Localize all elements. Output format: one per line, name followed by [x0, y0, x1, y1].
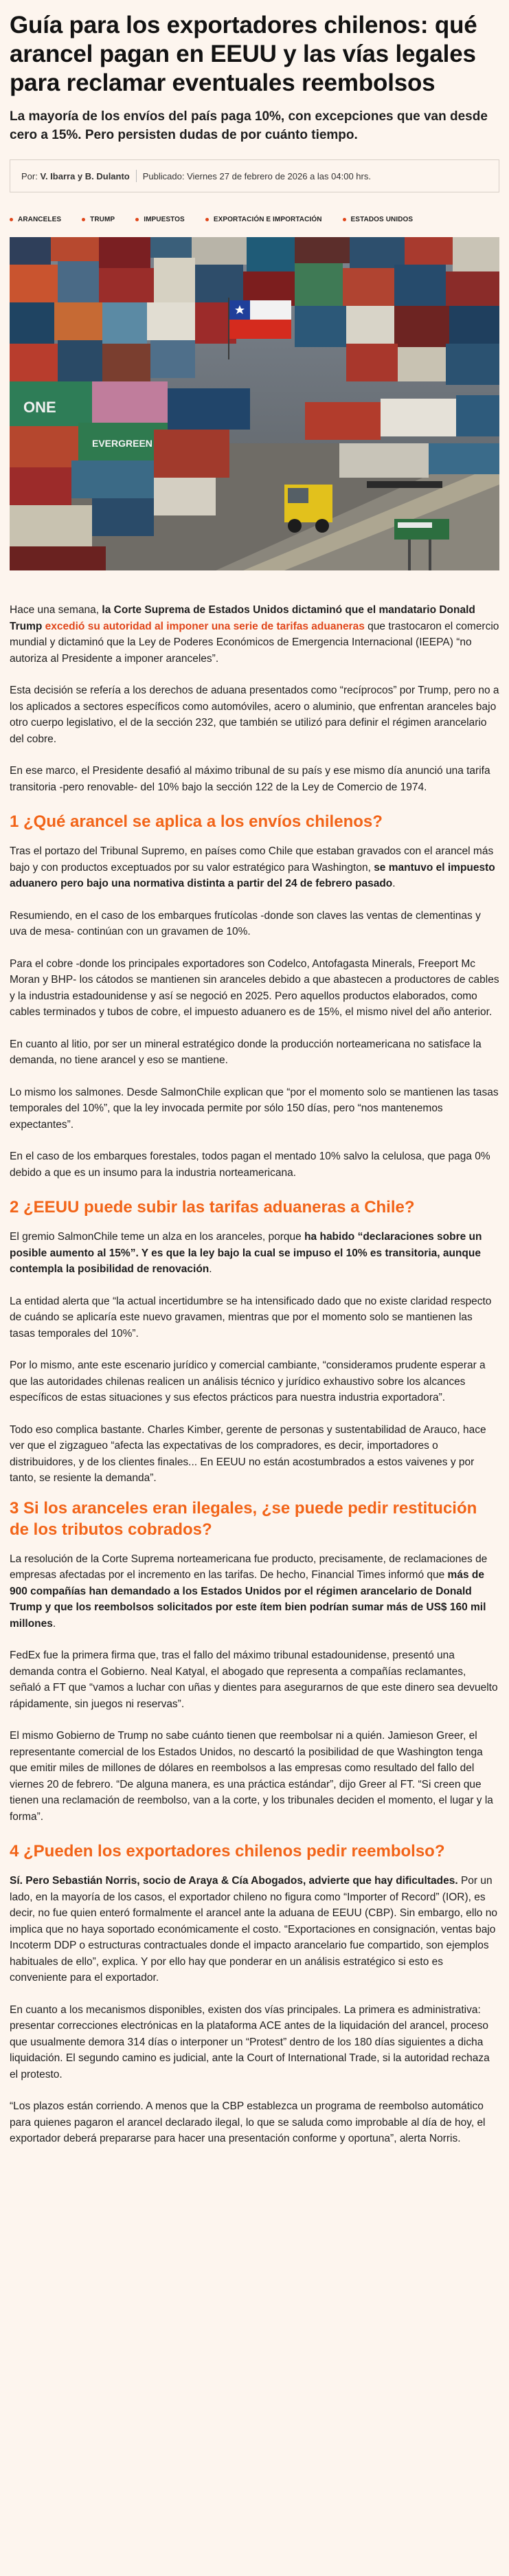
- paragraph: FedEx fue la primera firma que, tras el fallo del máximo tribunal estadounidense, presentó una demanda contra el Gobierno. Neal Katyal, el abogado que representa a compañías reclamantes, señaló a FT que “vamos a luchar con uñas y dientes para asegurarnos de que este dinero sea devuelto rápidamente, sin juegos ni reservas”.: [10, 1650, 498, 1710]
- text-run-bold: la Corte Suprema de Estados Unidos dictaminó que el mandatario Donald Trump: [10, 604, 475, 632]
- tag-aranceles[interactable]: [10, 216, 61, 223]
- paragraph: Esta decisión se refería a los derechos de aduana presentados como “recíprocos” por Trump, pero no a los aplicados a sectores específicos como automóviles, acero o aluminio, que enfrentan aranceles bajo otro cuerpo legislativo, el de la sección 232, que también se utilizó para definir el régimen arancelario del cobre.: [10, 685, 499, 745]
- paragraph: En cuanto al litio, por ser un mineral estratégico donde la producción norteamericana no satisface la demanda, no tiene arancel y eso se mantiene.: [10, 1038, 482, 1066]
- tag-label: EXPORTACIÓN E IMPORTACIÓN: [213, 215, 322, 223]
- paragraph: [10, 1873, 499, 1986]
- paragraph: En ese marco, el Presidente desafió al máximo tribunal de su país y ese mismo día anunció una tarifa transitoria -pero renovable- del 10% bajo la sección 122 de la Ley de Comercio de 1974.: [10, 765, 490, 793]
- text-run: .: [52, 1617, 56, 1630]
- bullet-icon: [343, 218, 346, 221]
- section-heading-2: 2 ¿EEUU puede subir las tarifas aduaneras a Chile?: [10, 1198, 415, 1217]
- text-run: Por un lado, en la mayoría de los casos, el exportador chileno no figura como “Importer of Record” (IOR), es decir, no fue quien enteró formalmente el arancel ante la aduana de EEUU (CBP). Sin embargo, ello no implica que no haya soportado económicamente el costo. “Exportaciones en consignación, ventas bajo Incoterm DDP o estructuras contractuales donde el impacto arancelario fue compartido, son ejemplos habituales de ello”, explica. Y por ello hay que ponderar en un análisis estratégico si esto es conveniente para el exportador.: [10, 1875, 497, 1984]
- paragraph: [10, 1229, 499, 1278]
- paragraph: [10, 602, 499, 667]
- section-heading-3: 3 Si los aranceles eran ilegales, ¿se puede pedir restitución de los tributos cobrados?: [10, 1498, 477, 1539]
- container-sign-evergreen: EVERGREEN: [92, 438, 152, 449]
- text-run-bold: más de 900 compañías han demandado a los Estados Unidos por el régimen arancelario de Donald Trump y que los reembolsos solicitados por este ítem bien podrían sumar más de US$ 160 mil millones: [10, 1569, 486, 1630]
- text-run: que trastocaron el comercio mundial y dictaminó que la Ley de Poderes Económicos de Emergencia Internacional (IEEPA) “no autoriza al Presidente a imponer aranceles”.: [10, 620, 499, 665]
- paragraph: [10, 1551, 499, 1632]
- text-run: El gremio SalmonChile teme un alza en los aranceles, porque: [10, 1231, 305, 1243]
- paragraph: Todo eso complica bastante. Charles Kimber, gerente de personas y sustentabilidad de Arauco, hace ver que el zigzagueo “afecta las expectativas de los compradores, es decir, importadores o distribuidores, y de los clientes finales... En EEUU no están acostumbrados a estos vaivenes y por tanto, se resiente la demanda”.: [10, 1423, 486, 1484]
- paragraph: [10, 843, 499, 892]
- tag-label: ESTADOS UNIDOS: [350, 215, 414, 223]
- text-run: Hace una semana,: [10, 604, 102, 616]
- text-run-bold: se mantuvo el impuesto aduanero pero bajo una normativa distinta a partir del 24 de febrero pasado: [10, 861, 495, 889]
- tag-label: ARANCELES: [18, 215, 62, 223]
- hero-image: [10, 237, 499, 570]
- author-names[interactable]: V. Ibarra y B. Dulanto: [40, 170, 130, 181]
- text-run-bold: ha habido “declaraciones sobre un posible aumento al 15%”. Y es que la ley bajo la cual se impuso el 10% es transitoria, aunque contempla la posibilidad de renovación: [10, 1231, 482, 1275]
- article-title: Guía para los exportadores chilenos: qué arancel pagan en EEUU y las vías legales para reclamar eventuales reembolsos: [10, 12, 477, 96]
- paragraph: Para el cobre -donde los principales exportadores son Codelco, Antofagasta Minerals, Freeport Mc Moran y BHP- los cátodos se mantienen sin aranceles debido a que abastecen a productores de cables y la industria estadounidense y así se negoció en 2025. Pero aquellos productos elaborados, como cables terminados y tubos de cobre, el impuesto aduanero es de 15%, el mismo nivel del año anterior.: [10, 957, 499, 1018]
- article-body: [0, 602, 509, 2147]
- article-header: [0, 0, 509, 570]
- paragraph: Lo mismo los salmones. Desde SalmonChile explican que “por el momento solo se mantienen las tasas temporales del 10%”, que la ley invocada permite por sólo 150 días, pero “nos mantenemos expectantes”.: [10, 1086, 499, 1131]
- tag-list: [10, 213, 499, 225]
- tag-label: IMPUESTOS: [144, 215, 185, 223]
- paragraph: En el caso de los embarques forestales, todos pagan el mentado 10% salvo la celulosa, que paga 0% debido a que es un insumo para la industria norteamericana.: [10, 1151, 490, 1179]
- bullet-icon: [205, 218, 209, 221]
- paragraph: Resumiendo, en el caso de los embarques frutícolas -donde son claves las ventas de clementinas y uva de mesa- continúan con un gravamen de 10%.: [10, 909, 481, 937]
- text-run-bold: Sí. Pero Sebastián Norris, socio de Araya & Cía Abogados, advierte que hay dificultades.: [10, 1875, 458, 1887]
- tag-exportacion[interactable]: [205, 216, 322, 223]
- published-date: Publicado: Viernes 27 de febrero de 2026 a las 04:00 hrs.: [142, 170, 371, 181]
- author-label: Por:: [21, 170, 38, 181]
- tag-estados-unidos[interactable]: [343, 216, 414, 223]
- bullet-icon: [135, 218, 139, 221]
- paragraph: El mismo Gobierno de Trump no sabe cuánto tienen que reembolsar ni a quién. Jamieson Greer, el representante comercial de los Estados Unidos, no descartó la posibilidad de que Washington tenga que emitir miles de millones de dólares en reembolsos a las empresas como resultado del fallo del viernes 20 de febrero. “De alguna manera, es una práctica estándar”, dijo Greer al FT. “Si creen que tienen una reclamación de reembolso, van a la corte, y los tribunales deciden el momento, el lugar y la forma”.: [10, 1730, 493, 1823]
- paragraph: Por lo mismo, ante este escenario jurídico y comercial cambiante, “consideramos prudente esperar a que las autoridades chilenas realicen un análisis técnico y jurídico exhaustivo sobre los alcances específicos de estas situaciones y sus efectos prácticos para nuestra industria exportadora”.: [10, 1359, 486, 1403]
- meta-divider: [136, 170, 137, 182]
- paragraph: La entidad alerta que “la actual incertidumbre se ha intensificado dado que no existe claridad respecto de cuándo se aplicaría este nuevo gravamen, mientras que por el momento solo se mantienen las tasas temporales del 10%”.: [10, 1295, 492, 1340]
- paragraph: En cuanto a los mecanismos disponibles, existen dos vías principales. La primera es administrativa: presentar correcciones electrónicas en la plataforma ACE antes de la liquidación del arancel, proceso que usualmente demora 314 días o interponer un “Protest” dentro de los 180 días siguientes a dicha liquidación. El segundo camino es judicial, ante la Court of International Trade, si la autoridad rechaza el protesto.: [10, 2003, 490, 2080]
- tag-impuestos[interactable]: [135, 216, 185, 223]
- tag-trump[interactable]: [82, 216, 115, 223]
- text-run: .: [209, 1263, 212, 1275]
- container-sign-one: ONE: [23, 399, 56, 416]
- section-heading-1: 1 ¿Qué arancel se aplica a los envíos chilenos?: [10, 812, 383, 831]
- text-run: Tras el portazo del Tribunal Supremo, en países como Chile que estaban gravados con el arancel más bajo y con productos exceptuados por su valor estratégico para Washington,: [10, 845, 494, 874]
- link-excedio-autoridad[interactable]: excedió su autoridad al imponer una serie de tarifas aduaneras: [45, 620, 365, 632]
- section-heading-4: 4 ¿Pueden los exportadores chilenos pedir reembolso?: [10, 1842, 445, 1861]
- bullet-icon: [10, 218, 13, 221]
- tag-label: TRUMP: [90, 215, 115, 223]
- text-run: .: [392, 878, 396, 889]
- bullet-icon: [82, 218, 85, 221]
- paragraph: “Los plazos están corriendo. A menos que la CBP establezca un programa de reembolso automático para quienes pagaron el arancel declarado ilegal, lo que se saluda como improbable al día de hoy, el exportador deberá prepararse para hacer una presentación conforme y oportuna”, alerta Norris.: [10, 2100, 486, 2144]
- article-lead: La mayoría de los envíos del país paga 10%, con excepciones que van desde cero a 15%. Pero persisten dudas de por cuánto tiempo.: [10, 109, 488, 142]
- text-run: La resolución de la Corte Suprema norteamericana fue producto, precisamente, de reclamaciones de empresas afectadas por el incremento en las tarifas. De hecho, Financial Times informó que: [10, 1553, 488, 1581]
- article-meta: [10, 159, 499, 192]
